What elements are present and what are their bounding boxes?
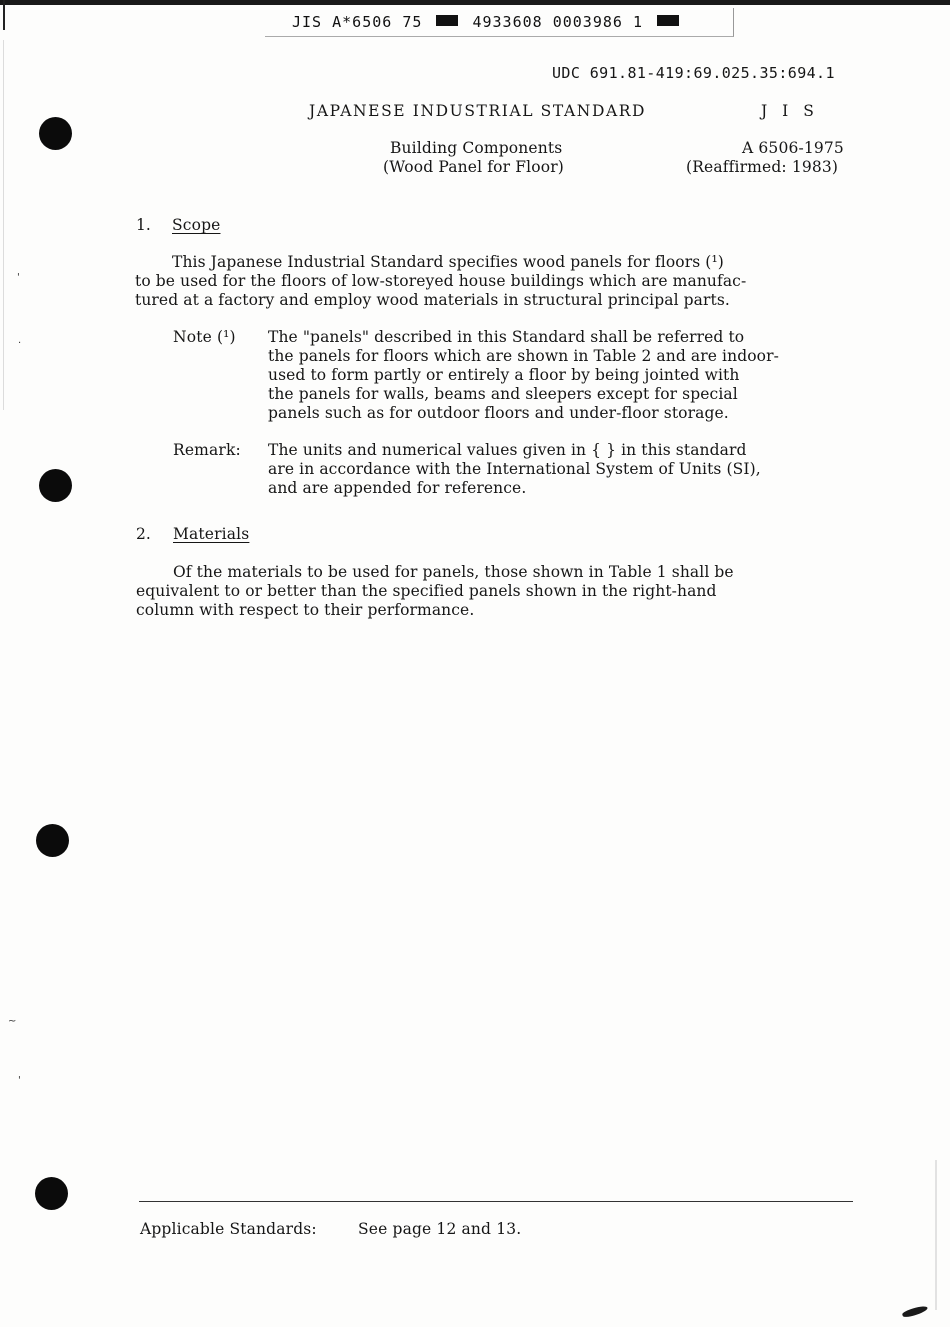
catalog-block [657,15,679,26]
footer-rule [139,1201,853,1202]
footer-label: Applicable Standards: [140,1220,317,1238]
note-line: used to form partly or entirely a floor by being jointed with [268,366,740,384]
scan-speck: ~ [8,1016,17,1027]
note-line: the panels for floors which are shown in Table 2 and are indoor- [268,347,779,365]
scan-speck: ' [18,1075,21,1086]
udc-code: UDC 691.81-419:69.025.35:694.1 [552,64,835,82]
scan-top-edge [0,0,950,5]
remark-line: are in accordance with the International System of Units (SI), [268,460,761,478]
section-title-scope: Scope [172,216,221,234]
section-number: 1. [136,216,151,234]
punch-hole [35,1177,68,1210]
catalog-block [436,15,458,26]
jis-code: J I S [761,102,819,120]
scan-smudge [902,1304,929,1319]
note-label: Note (¹) [173,328,236,346]
note-line: the panels for walls, beams and sleepers except for special [268,385,738,403]
catalog-part2: 4933608 0003986 1 [472,13,643,31]
paragraph-line: to be used for the floors of low-storeyed house buildings which are manufac- [135,272,747,290]
standard-number: A 6506-1975 [742,139,844,157]
paragraph-line: Of the materials to be used for panels, those shown in Table 1 shall be [173,563,734,581]
punch-hole [36,824,69,857]
remark-label: Remark: [173,441,241,459]
paragraph-line: This Japanese Industrial Standard specifies wood panels for floors (¹) [172,253,724,271]
scan-left-mark [3,0,5,30]
scan-right-edge [935,1160,937,1310]
scan-speck: . [18,335,22,346]
remark-line: and are appended for reference. [268,479,527,497]
remark-line: The units and numerical values given in { } in this standard [268,441,747,459]
note-line: panels such as for outdoor floors and under-floor storage. [268,404,729,422]
punch-hole [39,117,72,150]
reaffirmed-date: (Reaffirmed: 1983) [686,158,839,176]
scan-speck: ' [17,272,20,283]
standard-name: JAPANESE INDUSTRIAL STANDARD [309,102,647,120]
paragraph-line: column with respect to their performance. [136,601,475,619]
paragraph-line: tured at a factory and employ wood materials in structural principal parts. [135,291,730,309]
document-title-line2: (Wood Panel for Floor) [383,158,564,176]
section-number: 2. [136,525,151,543]
section-title-materials: Materials [173,525,250,543]
paragraph-line: equivalent to or better than the specified panels shown in the right-hand [136,582,717,600]
note-line: The "panels" described in this Standard shall be referred to [268,328,745,346]
scan-faint-line [3,40,4,410]
catalog-header [292,13,683,31]
document-title-line1: Building Components [390,139,563,157]
punch-hole [39,469,72,502]
catalog-part1: JIS A*6506 75 [292,13,423,31]
footer-text: See page 12 and 13. [358,1220,522,1238]
